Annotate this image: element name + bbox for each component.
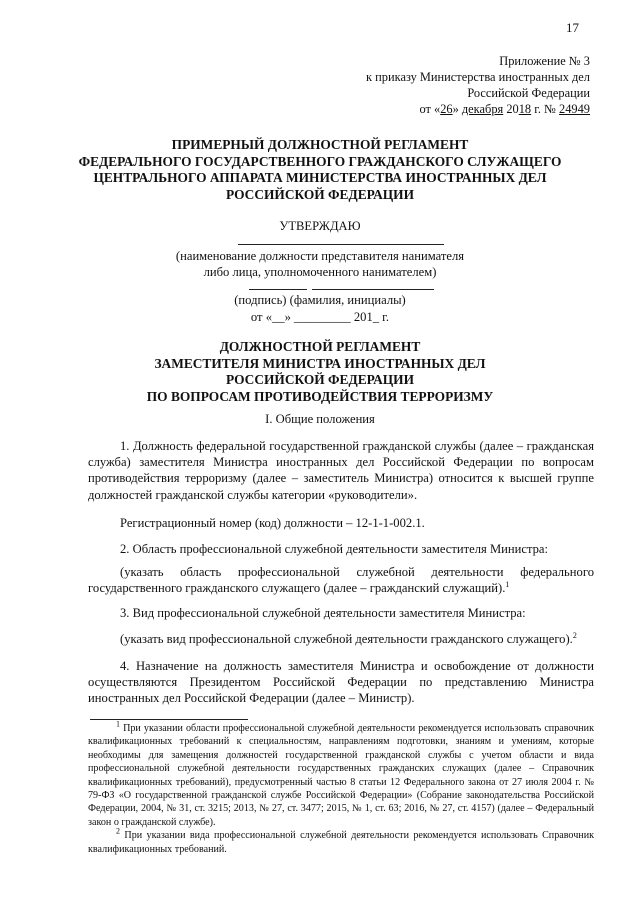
appendix-line-3: Российской Федерации xyxy=(467,86,590,100)
approve-caption-line-2: либо лица, уполномоченного нанимателем) xyxy=(203,265,437,279)
footnote-ref-2: 2 xyxy=(572,630,577,640)
order-day: 26 xyxy=(440,102,453,116)
footnote-1-mark: 1 xyxy=(116,719,120,729)
order-year: 18 xyxy=(518,102,532,116)
year-prefix: 20 xyxy=(503,102,519,116)
approve-date-line: от «__» _________ 201_ г. xyxy=(250,310,390,324)
reg-title-line-3: РОССИЙСКОЙ ФЕДЕРАЦИИ xyxy=(225,372,415,387)
signature-position-line xyxy=(238,244,444,245)
footnotes xyxy=(88,719,595,856)
signature-line xyxy=(249,289,307,290)
appendix-date-line xyxy=(290,101,590,117)
paragraph-2: 2. Область профессиональной служебной деятельности заместителя Министра: xyxy=(120,542,548,556)
approve-caption xyxy=(60,248,580,280)
order-number: 24949 xyxy=(559,102,590,116)
appendix-line-1: Приложение № 3 xyxy=(499,54,590,68)
paragraph-2-note-text: (указать область профессиональной служебной деятельности федерального государственного гражданского служащего (далее – гражданский служащий). xyxy=(88,565,594,596)
page-number: 17 xyxy=(566,20,579,35)
reg-title-line-4: ПО ВОПРОСАМ ПРОТИВОДЕЙСТВИЯ ТЕРРОРИЗМУ xyxy=(146,388,494,404)
footnote-2 xyxy=(88,826,595,856)
main-title xyxy=(60,137,580,203)
footnote-1-text: При указании области профессиональной служебной деятельности рекомендуется использовать справочник квалификационных требований к специальностям, направлениям подготовки, знаниям и умениям, которые необходимы для замещения должностей государственной гражданской службы с учетом области и вида профессиональной служебной деятельности государственных гражданских служащих (далее – Справочник квалификационных требований), предусмотренный частью 8 статьи 12 Федерального закона от 27 июля 2004 г. № 79-ФЗ «О государственной гражданской службе Российской Федерации» (Собрание законодательства Российской Федерации, 2004, № 31, ст. 3215; 2013, № 27, ст. 3477; 2015, № 1, ст. 63; 2016, № 27, ст. 4157) (далее – Федеральный закон о гражданской службе). xyxy=(88,723,594,828)
reg-title-line-1: ДОЛЖНОСТНОЙ РЕГЛАМЕНТ xyxy=(219,339,421,354)
footnote-separator xyxy=(90,719,248,720)
date-mid: » xyxy=(452,102,462,116)
section-heading: I. Общие положения xyxy=(265,412,375,426)
reg-title-line-2: ЗАМЕСТИТЕЛЯ МИНИСТРА ИНОСТРАННЫХ ДЕЛ xyxy=(154,355,486,371)
appendix-line-2: к приказу Министерства иностранных дел xyxy=(366,70,590,84)
footnote-1 xyxy=(88,719,594,829)
paragraph-3: 3. Вид профессиональной служебной деятельности заместителя Министра: xyxy=(120,606,526,620)
paragraph-3-note-text: (указать вид профессиональной служебной деятельности гражданского служащего). xyxy=(120,632,573,646)
registration-number: Регистрационный номер (код) должности – 12-1-1-002.1. xyxy=(120,516,425,530)
main-title-line-1: ПРИМЕРНЫЙ ДОЛЖНОСТНОЙ РЕГЛАМЕНТ xyxy=(171,137,469,152)
signature-caption: (подпись) (фамилия, инициалы) xyxy=(234,293,406,307)
main-title-line-2: ФЕДЕРАЛЬНОГО ГОСУДАРСТВЕННОГО ГРАЖДАНСКОГО СЛУЖАЩЕГО xyxy=(78,153,562,169)
footnote-ref-1: 1 xyxy=(505,580,510,590)
date-prefix: от « xyxy=(419,102,441,116)
name-line xyxy=(312,289,434,290)
approve-label: УТВЕРЖДАЮ xyxy=(279,219,361,233)
regulation-title xyxy=(60,339,580,405)
main-title-line-3: ЦЕНТРАЛЬНОГО АППАРАТА МИНИСТЕРСТВА ИНОСТРАННЫХ ДЕЛ xyxy=(93,170,547,185)
paragraph-3-note xyxy=(120,631,594,647)
order-month: декабря xyxy=(461,102,504,116)
date-end: г. № xyxy=(531,102,560,116)
paragraph-2-note xyxy=(88,564,594,596)
main-title-line-4: РОССИЙСКОЙ ФЕДЕРАЦИИ xyxy=(225,186,415,202)
approve-caption-line-1: (наименование должности представителя нанимателя xyxy=(175,249,465,263)
footnote-2-mark: 2 xyxy=(116,826,120,836)
paragraph-4: 4. Назначение на должность заместителя Министра и освобождение от должности осуществляются Президентом Российской Федерации по представлению Министра иностранных дел Российской Федерации (далее – Министр). xyxy=(88,659,594,706)
paragraph-1: 1. Должность федеральной государственной гражданской службы (далее – гражданская служба) заместителя Министра иностранных дел Российской Федерации по вопросам противодействия терроризму (далее – заместитель Министра) относится к высшей группе должностей гражданской службы категории «руководители». xyxy=(88,439,594,502)
appendix-header xyxy=(290,53,590,117)
footnote-2-text: При указании вида профессиональной служебной деятельности рекомендуется использовать Справочник квалификационных требований. xyxy=(88,830,595,855)
